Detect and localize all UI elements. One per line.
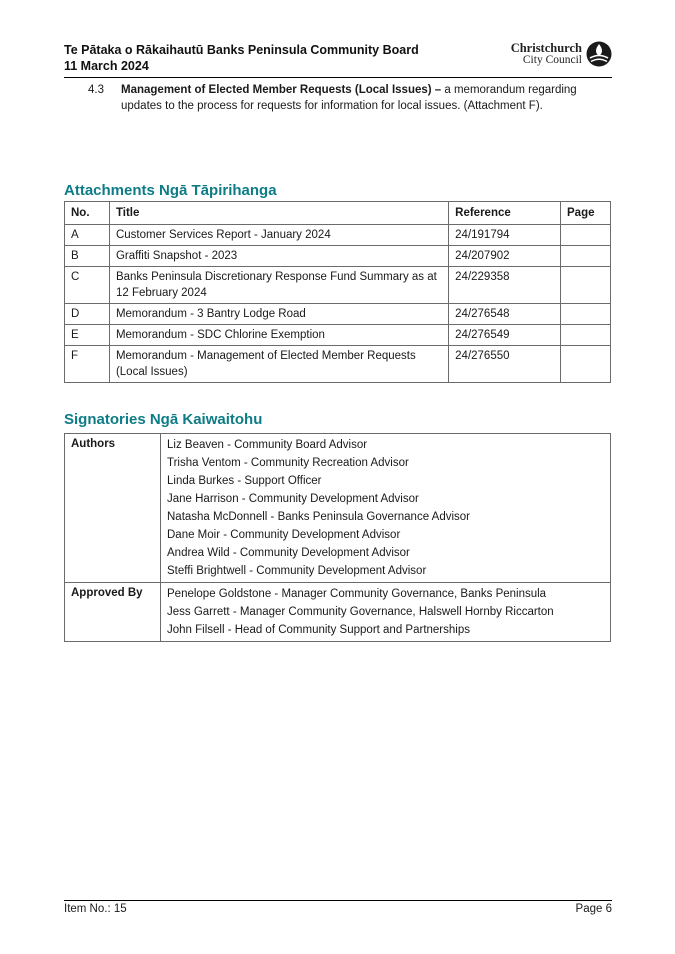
attachment-title: Memorandum - SDC Chlorine Exemption	[109, 325, 448, 346]
attachments-heading: Attachments Ngā Tāpirihanga	[64, 182, 277, 199]
authors-list	[161, 434, 611, 583]
attachment-page	[561, 304, 611, 325]
logo-line-1: Christchurch	[510, 41, 582, 55]
column-header-reference: Reference	[449, 202, 561, 225]
table-row	[65, 225, 611, 246]
table-row	[65, 246, 611, 267]
attachment-reference: 24/191794	[449, 225, 561, 246]
attachments-table	[64, 201, 611, 383]
signatories-table	[64, 433, 611, 642]
attachment-page	[561, 267, 611, 304]
page-number: Page 6	[575, 903, 612, 915]
author-entry: Andrea Wild - Community Development Advisor	[167, 547, 410, 559]
table-row	[65, 267, 611, 304]
christchurch-city-council-logo-icon	[586, 41, 612, 67]
item-text: a memorandum regarding updates to the process for requests for information for local issues. (Attachment F).	[121, 84, 577, 112]
author-entry: Liz Beaven - Community Board Advisor	[167, 439, 368, 451]
attachment-title: Customer Services Report - January 2024	[109, 225, 448, 246]
attachment-page	[561, 246, 611, 267]
author-entry: Trisha Ventom - Community Recreation Advisor	[167, 457, 409, 469]
author-entry: Steffi Brightwell - Community Development Advisor	[167, 565, 427, 577]
table-row	[65, 304, 611, 325]
author-entry: Jane Harrison - Community Development Advisor	[167, 493, 419, 505]
attachment-title: Graffiti Snapshot - 2023	[109, 246, 448, 267]
column-header-title: Title	[109, 202, 448, 225]
approver-entry: Jess Garrett - Manager Community Governance, Halswell Hornby Riccarton	[167, 606, 554, 618]
council-logo	[512, 41, 612, 69]
attachment-title: Banks Peninsula Discretionary Response Fund Summary as at 12 February 2024	[109, 267, 448, 304]
approvers-list	[161, 583, 611, 642]
item-body	[121, 82, 591, 114]
authors-label: Authors	[65, 434, 161, 583]
item-number-footer: Item No.: 15	[64, 903, 127, 915]
signatories-heading: Signatories Ngā Kaiwaitohu	[64, 411, 263, 428]
page-footer	[64, 900, 612, 915]
attachment-reference: 24/276549	[449, 325, 561, 346]
table-row-authors	[65, 434, 611, 583]
approved-by-label: Approved By	[65, 583, 161, 642]
logo-line-2: City Council	[522, 54, 582, 66]
meeting-date: 11 March 2024	[64, 59, 149, 73]
attachment-reference: 24/276550	[449, 346, 561, 383]
attachment-page	[561, 225, 611, 246]
author-entry: Natasha McDonnell - Banks Peninsula Governance Advisor	[167, 511, 470, 523]
column-header-no: No.	[65, 202, 110, 225]
table-header-row	[65, 202, 611, 225]
author-entry: Linda Burkes - Support Officer	[167, 475, 322, 487]
column-header-page: Page	[561, 202, 611, 225]
approver-entry: John Filsell - Head of Community Support and Partnerships	[167, 624, 470, 636]
attachment-no: C	[65, 267, 110, 304]
table-row	[65, 325, 611, 346]
attachment-no: E	[65, 325, 110, 346]
page-header	[64, 40, 612, 78]
table-row-approved	[65, 583, 611, 642]
attachment-no: B	[65, 246, 110, 267]
board-title: Te Pātaka o Rākaihautū Banks Peninsula Community Board	[64, 43, 419, 57]
attachment-reference: 24/229358	[449, 267, 561, 304]
approver-entry: Penelope Goldstone - Manager Community Governance, Banks Peninsula	[167, 588, 547, 600]
author-entry: Dane Moir - Community Development Advisor	[167, 529, 401, 541]
table-row	[65, 346, 611, 383]
attachment-title: Memorandum - Management of Elected Member Requests (Local Issues)	[109, 346, 448, 383]
attachment-page	[561, 346, 611, 383]
attachment-reference: 24/276548	[449, 304, 561, 325]
item-number: 4.3	[88, 84, 104, 96]
item-title: Management of Elected Member Requests (Local Issues) –	[121, 84, 442, 96]
attachment-reference: 24/207902	[449, 246, 561, 267]
attachment-no: A	[65, 225, 110, 246]
attachment-no: D	[65, 304, 110, 325]
attachment-no: F	[65, 346, 110, 383]
attachment-title: Memorandum - 3 Bantry Lodge Road	[109, 304, 448, 325]
attachment-page	[561, 325, 611, 346]
